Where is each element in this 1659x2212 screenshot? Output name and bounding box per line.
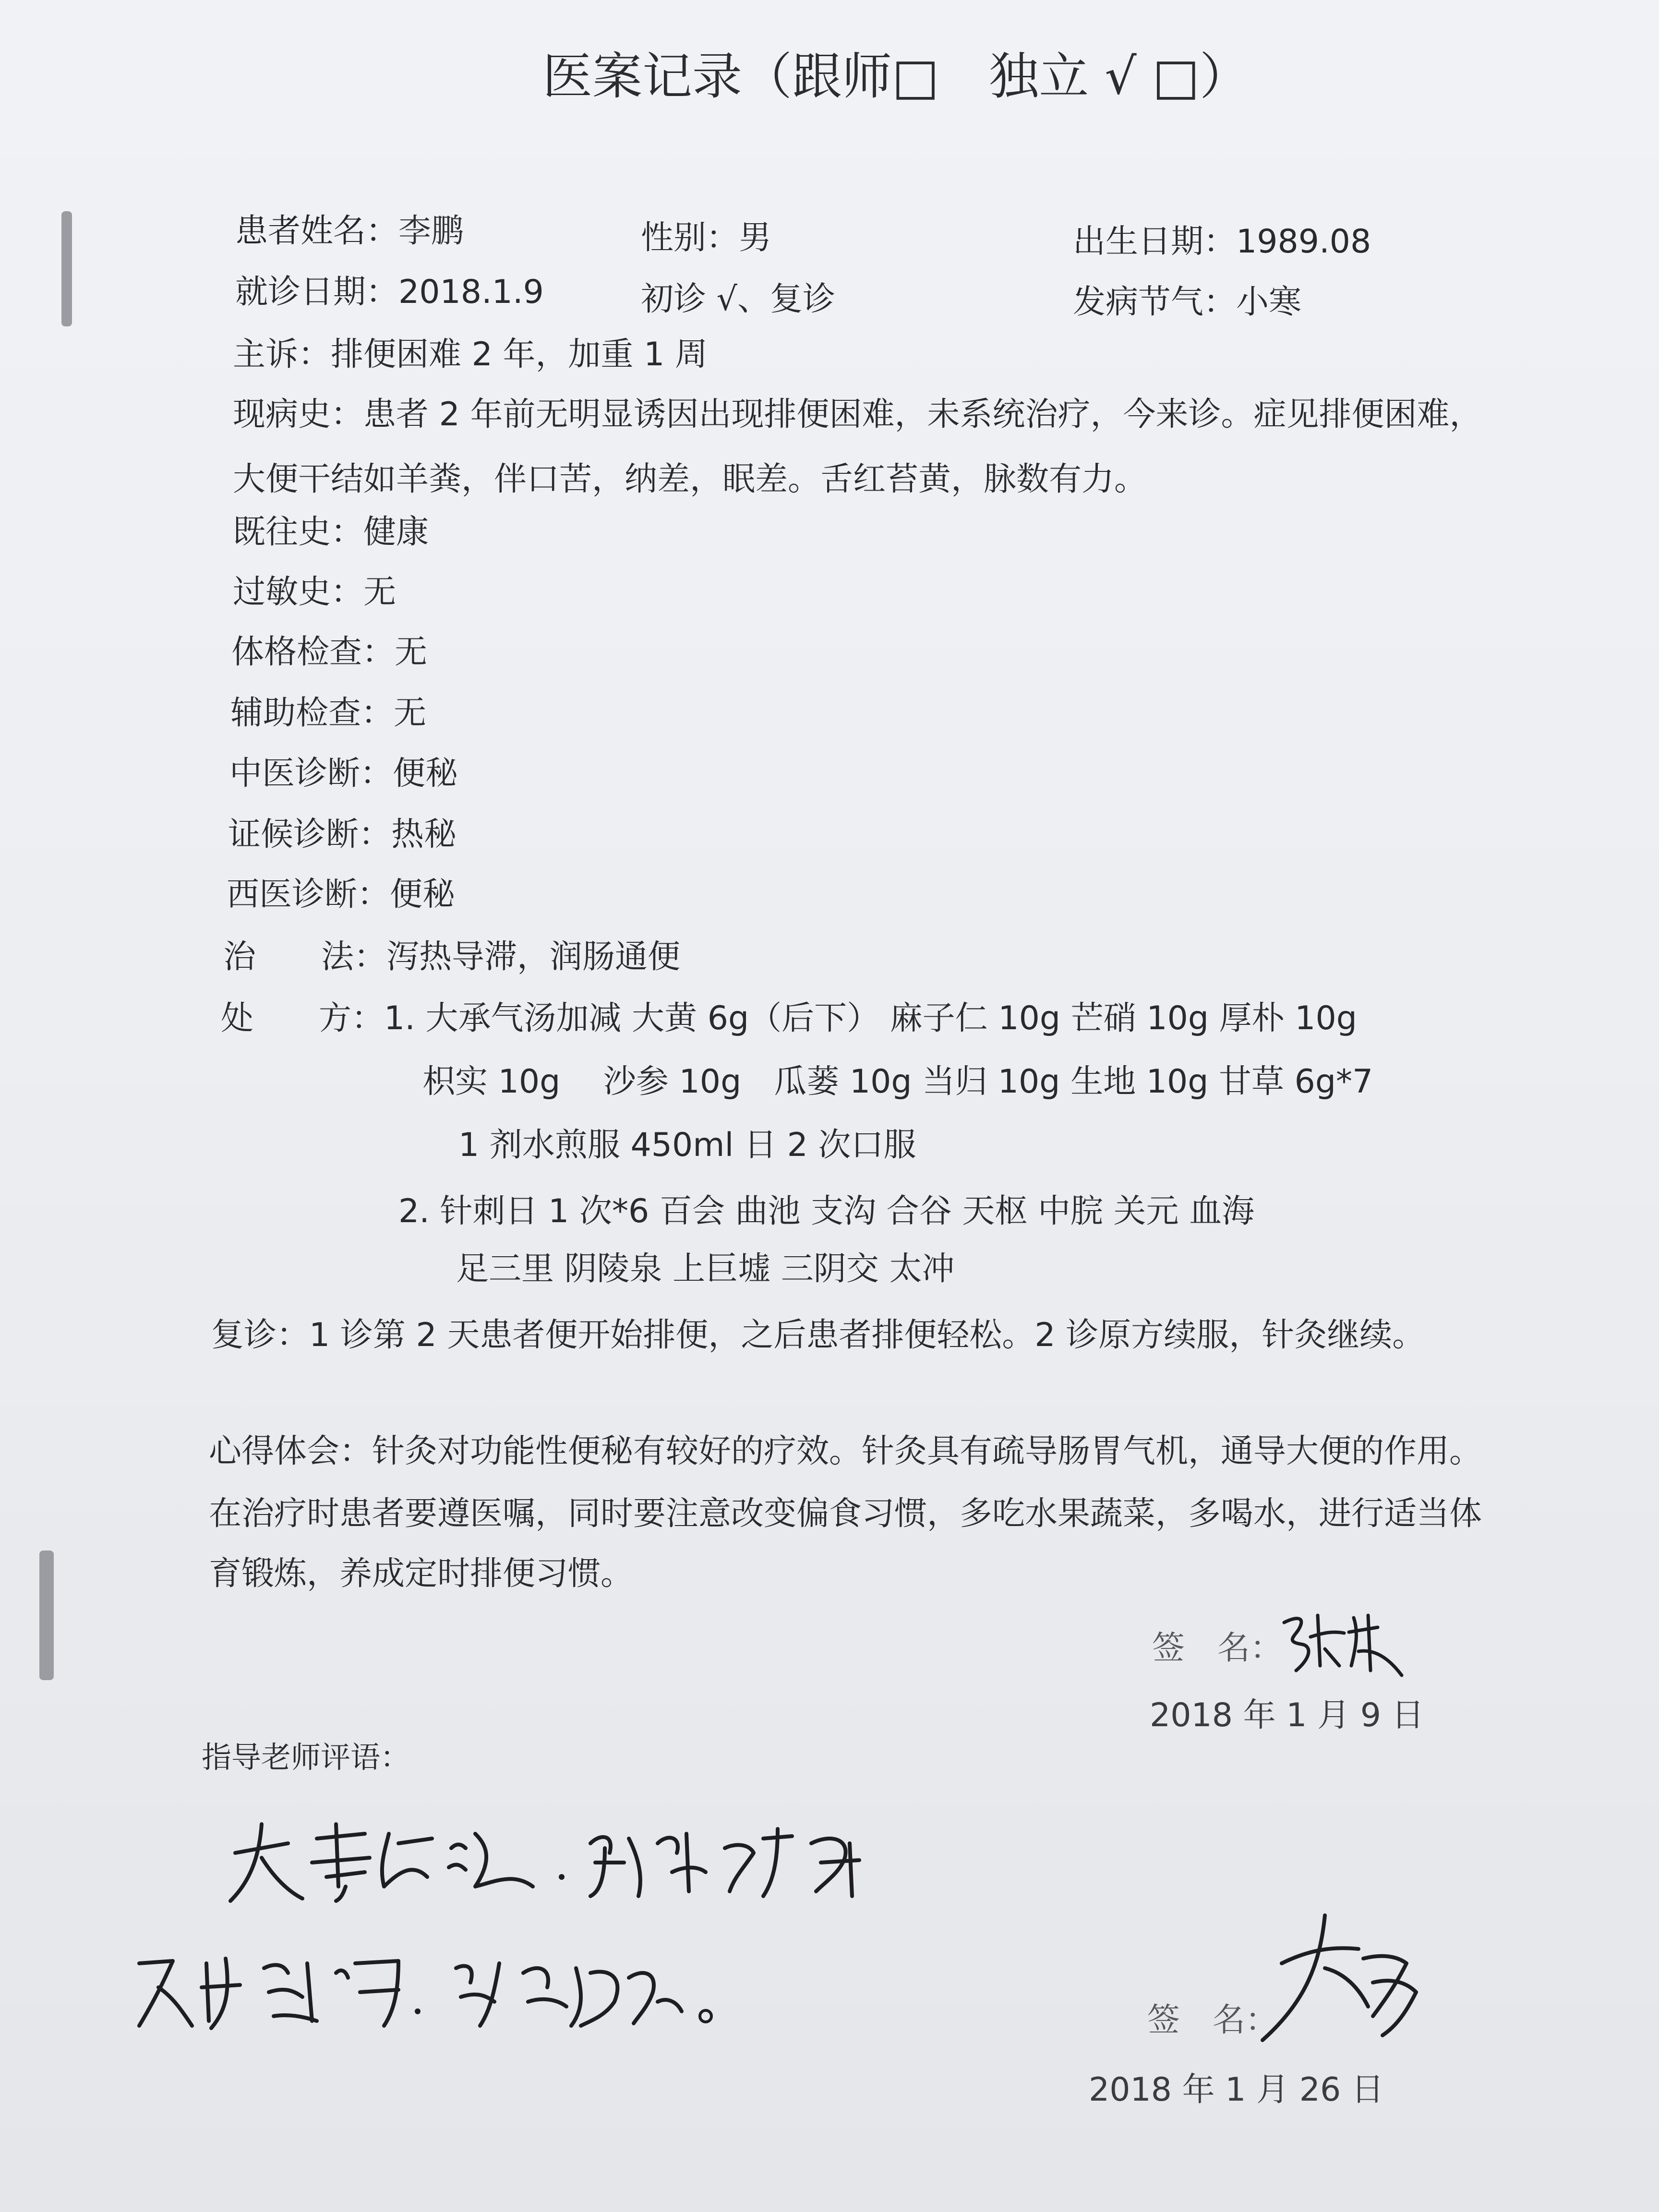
chief-complaint-label: 主诉： bbox=[233, 336, 331, 373]
visit-date-row bbox=[235, 273, 544, 311]
reflection-line-3: 育锻炼，养成定时排便习惯。 bbox=[209, 1555, 634, 1593]
present-illness-text-2: 大便干结如羊粪，伴口苦，纳差，眠差。舌红苔黄，脉数有力。 bbox=[233, 460, 1147, 498]
prescription-row-1 bbox=[221, 999, 1357, 1037]
prescription-line-1: 1. 大承气汤加减 大黄 6g（后下） 麻子仁 10g 芒硝 10g 厚朴 10g bbox=[384, 999, 1357, 1037]
allergy-label: 过敏史： bbox=[233, 573, 364, 611]
gender-label: 性别： bbox=[641, 219, 739, 257]
auxiliary-exam-value: 无 bbox=[394, 694, 427, 732]
staple-bottom bbox=[39, 1551, 54, 1680]
visit-date-label: 就诊日期： bbox=[235, 273, 399, 311]
reflection-line-1: 针灸对功能性便秘有较好的疗效。针灸具有疏导肠胃气机，通导大便的作用。 bbox=[372, 1432, 1482, 1470]
prescription-line-2: 枳实 10g 沙参 10g 瓜蒌 10g 当归 10g 生地 10g 甘草 6g*7 bbox=[422, 1063, 1373, 1101]
treatment-row bbox=[223, 938, 681, 976]
western-diagnosis-value: 便秘 bbox=[390, 876, 456, 914]
prescription-line-5: 足三里 阴陵泉 上巨墟 三阴交 太冲 bbox=[456, 1250, 955, 1288]
dob-label: 出生日期： bbox=[1073, 223, 1237, 261]
dob-value: 1989.08 bbox=[1236, 223, 1371, 261]
physical-exam-value: 无 bbox=[395, 633, 428, 671]
dob-row bbox=[1073, 223, 1371, 261]
solar-term-row bbox=[1073, 283, 1302, 321]
allergy-row bbox=[233, 573, 397, 611]
chief-complaint-value: 排便困难 2 年，加重 1 周 bbox=[331, 336, 708, 373]
patient-name-label: 患者姓名： bbox=[235, 212, 399, 250]
teacher-sign-label: 签 名： bbox=[1147, 2001, 1278, 2039]
prescription-line-4: 2. 针刺日 1 次*6 百会 曲池 支沟 合谷 天枢 中脘 关元 血海 bbox=[398, 1192, 1255, 1230]
tcm-diagnosis-value: 便秘 bbox=[393, 755, 458, 793]
teacher-comment-handwriting-2 bbox=[130, 1944, 734, 2035]
teacher-signature bbox=[1253, 1906, 1431, 2050]
student-sign-date: 2018 年 1 月 9 日 bbox=[1150, 1696, 1424, 1734]
present-illness-label: 现病史： bbox=[233, 396, 364, 433]
western-diagnosis-label: 西医诊断： bbox=[227, 876, 390, 914]
teacher-comment-label: 指导老师评语： bbox=[202, 1740, 410, 1775]
past-history-label: 既往史： bbox=[233, 513, 364, 551]
auxiliary-exam-label: 辅助检查： bbox=[230, 694, 394, 732]
treatment-value: 泻热导滞，润肠通便 bbox=[386, 938, 681, 976]
treatment-label: 治 法： bbox=[223, 938, 387, 976]
gender-value: 男 bbox=[739, 219, 772, 257]
student-sign-label: 签 名： bbox=[1152, 1629, 1283, 1667]
reflection-label: 心得体会： bbox=[209, 1432, 373, 1470]
follow-up-row bbox=[211, 1316, 1425, 1354]
visit-type: 初诊 √、复诊 bbox=[641, 280, 835, 318]
follow-up-label: 复诊： bbox=[211, 1316, 310, 1354]
syndrome-diagnosis-label: 证候诊断： bbox=[228, 816, 392, 854]
student-signature bbox=[1272, 1603, 1411, 1685]
visit-date-value: 2018.1.9 bbox=[398, 273, 544, 311]
solar-term-label: 发病节气： bbox=[1073, 283, 1237, 321]
teacher-sign-date: 2018 年 1 月 26 日 bbox=[1089, 2071, 1384, 2109]
patient-name-row bbox=[235, 212, 464, 250]
reflection-row-1 bbox=[209, 1432, 1482, 1470]
patient-name-value: 李鹏 bbox=[398, 212, 464, 250]
auxiliary-exam-row bbox=[230, 694, 427, 732]
gender-row bbox=[641, 219, 772, 257]
teacher-comment-handwriting-1 bbox=[226, 1815, 907, 1911]
syndrome-diagnosis-value: 热秘 bbox=[391, 816, 457, 854]
tcm-diagnosis-label: 中医诊断： bbox=[229, 755, 393, 793]
western-diagnosis-row bbox=[227, 876, 456, 914]
solar-term-value: 小寒 bbox=[1236, 283, 1302, 321]
prescription-line-3: 1 剂水煎服 450ml 日 2 次口服 bbox=[458, 1126, 916, 1164]
prescription-label: 处 方： bbox=[221, 999, 385, 1037]
follow-up-text: 1 诊第 2 天患者便开始排便，之后患者排便轻松。2 诊原方续服，针灸继续。 bbox=[309, 1316, 1425, 1354]
tcm-diagnosis-row bbox=[229, 755, 458, 793]
reflection-line-2: 在治疗时患者要遵医嘱，同时要注意改变偏食习惯，多吃水果蔬菜，多喝水，进行适当体 bbox=[209, 1495, 1482, 1533]
staple-top bbox=[61, 211, 72, 326]
present-illness-row-1 bbox=[233, 398, 1482, 431]
present-illness-text-1: 患者 2 年前无明显诱因出现排便困难，未系统治疗，今来诊。症见排便困难， bbox=[363, 396, 1482, 433]
allergy-value: 无 bbox=[363, 573, 397, 611]
page-title: 医案记录（跟师□ 独立 √ □） bbox=[542, 47, 1250, 106]
past-history-value: 健康 bbox=[363, 513, 429, 551]
syndrome-diagnosis-row bbox=[228, 816, 457, 854]
physical-exam-row bbox=[231, 633, 428, 671]
past-history-row bbox=[233, 513, 429, 551]
chief-complaint-row bbox=[233, 338, 708, 371]
physical-exam-label: 体格检查： bbox=[231, 633, 395, 671]
